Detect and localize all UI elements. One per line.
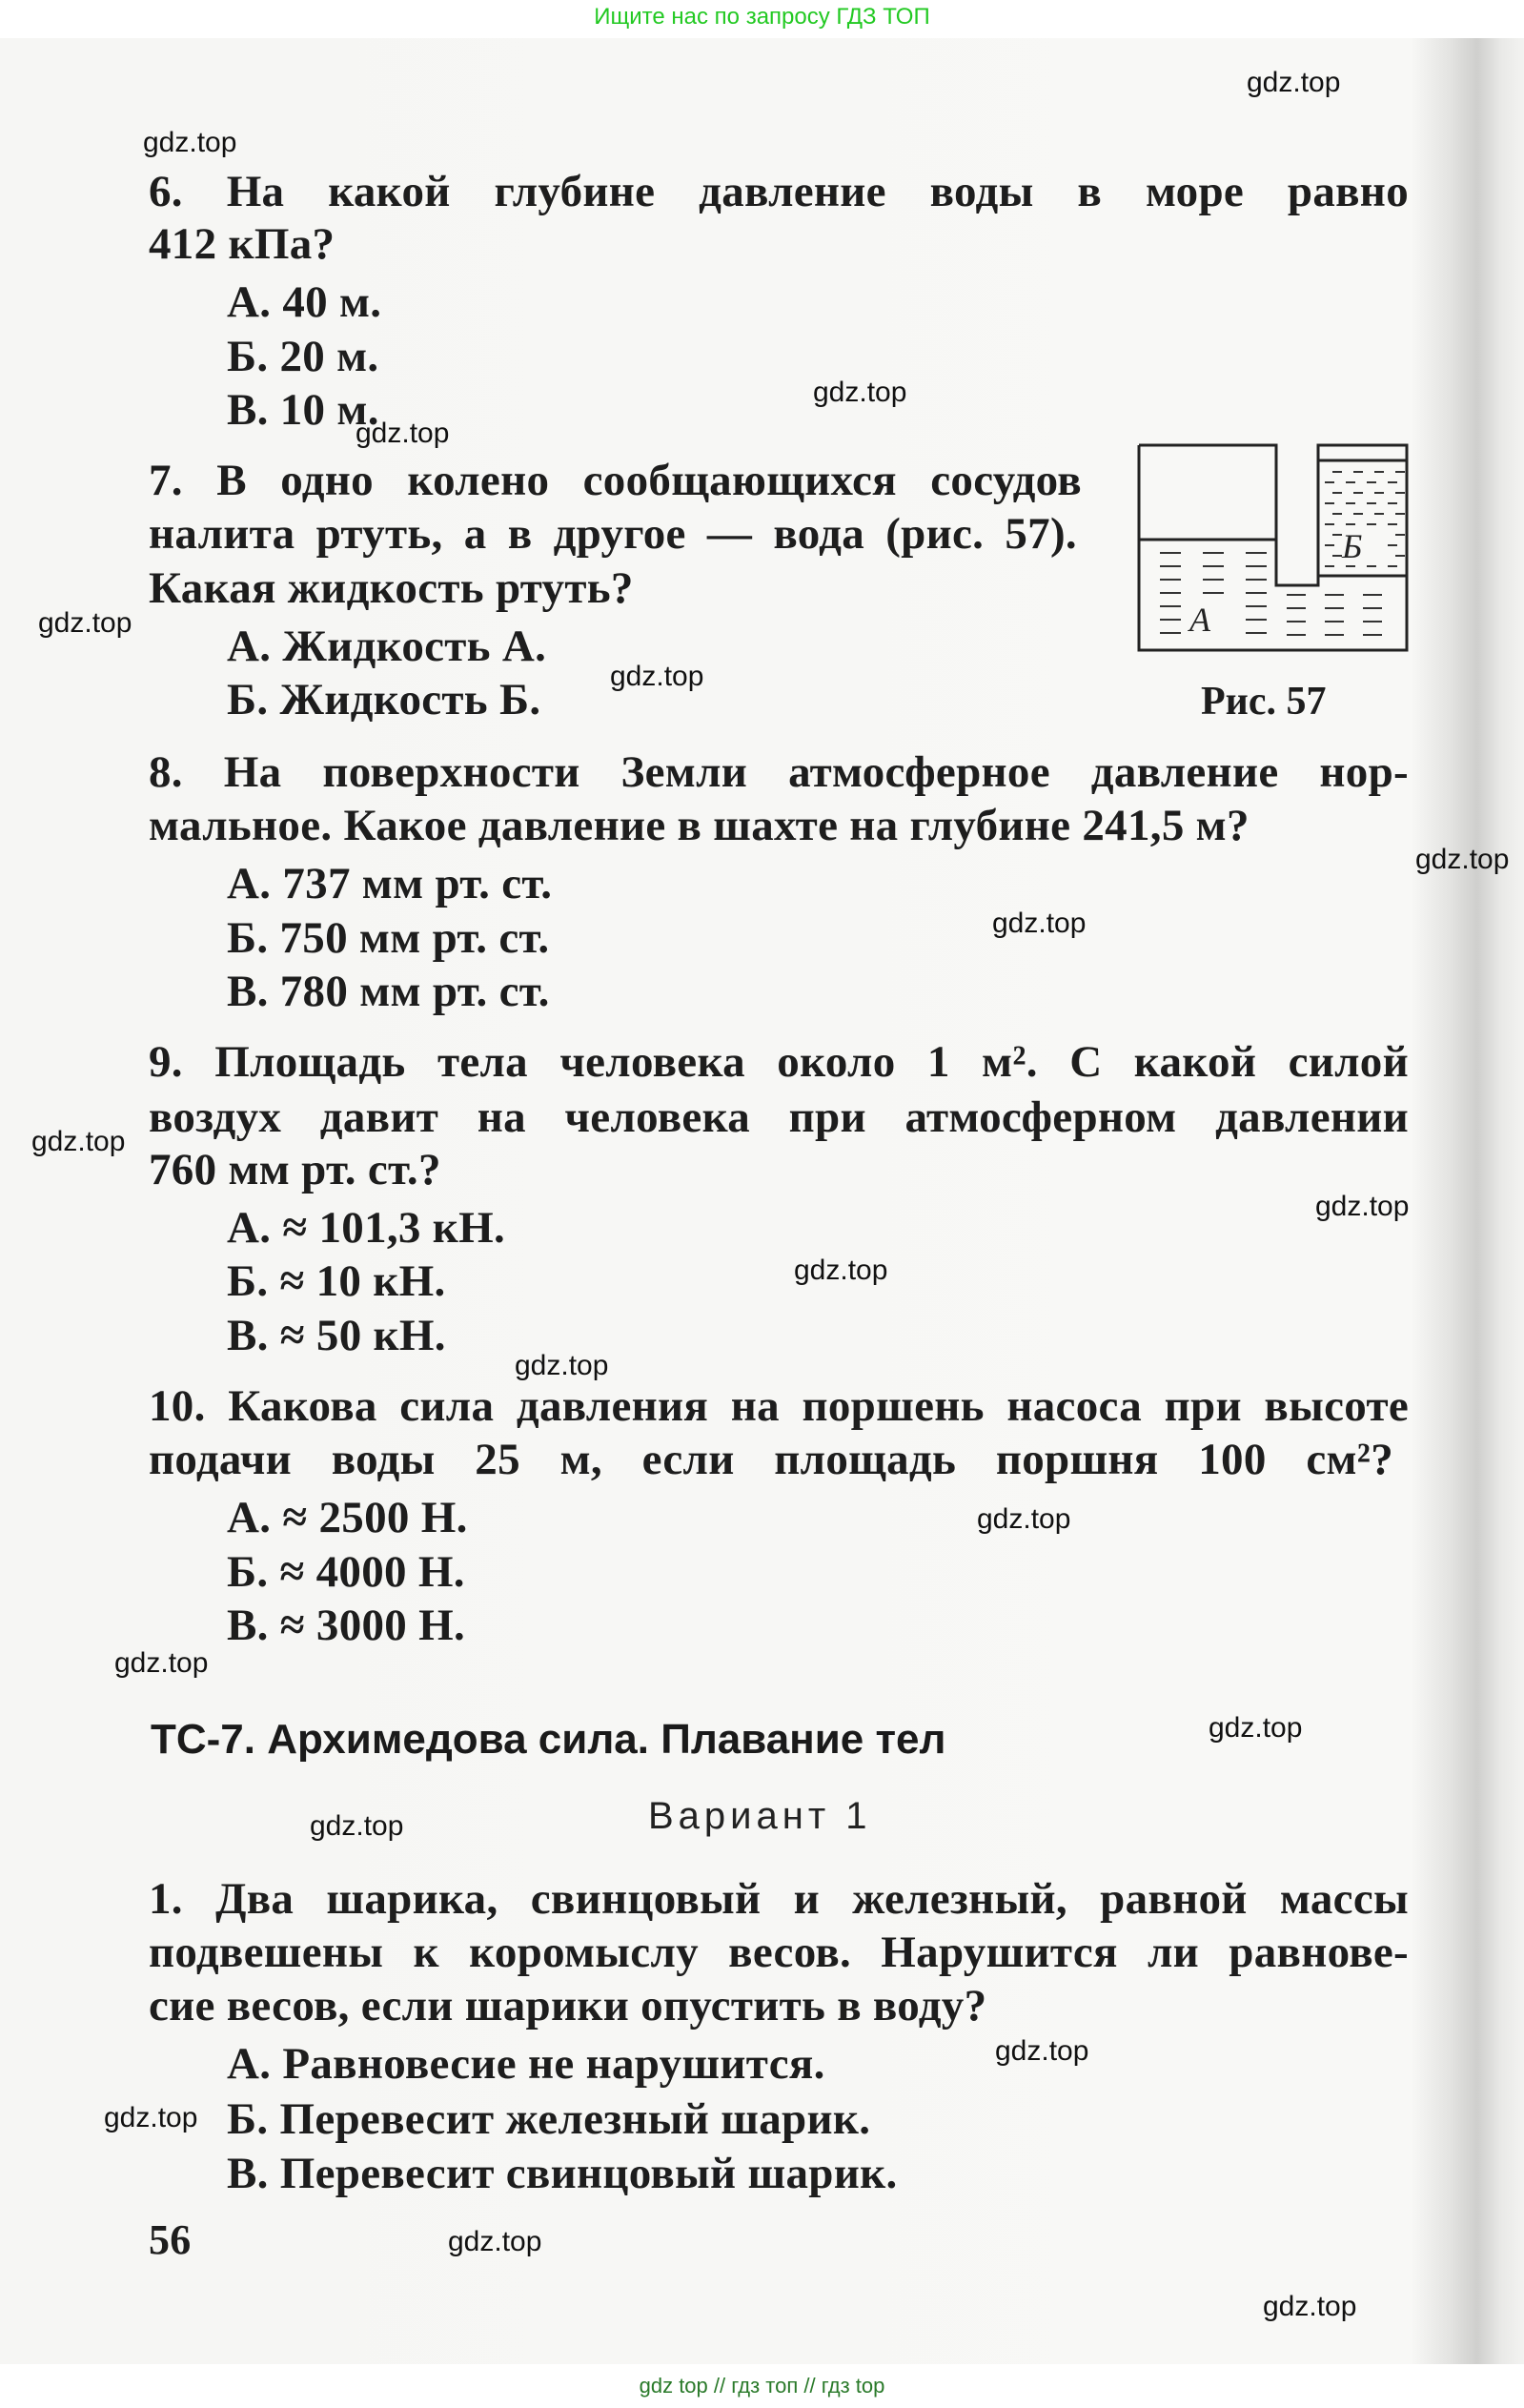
question-text-line: сие весов, если шарики опустить в воду? — [149, 1981, 987, 2031]
answer-option: Б. Жидкость Б. — [227, 675, 541, 725]
question-text-line: 7. В одно колено сообщающихся сосудов — [149, 455, 1082, 505]
watermark-link[interactable]: gdz.top — [31, 1126, 126, 1157]
watermark-link[interactable]: gdz.top — [1263, 2291, 1357, 2322]
watermark-link[interactable]: gdz.top — [114, 1647, 209, 1679]
answer-option: Б. 20 м. — [227, 331, 379, 381]
answer-option: А. ≈ 2500 Н. — [227, 1493, 468, 1543]
watermark-link[interactable]: gdz.top — [813, 377, 907, 408]
watermark-link[interactable]: gdz.top — [1209, 1712, 1303, 1744]
answer-option: Б. 750 мм рт. ст. — [227, 912, 550, 963]
question-text-line: 9. Площадь тела человека около 1 м². С какой силой — [149, 1037, 1409, 1088]
answer-option: А. 40 м. — [227, 277, 382, 328]
figure-57-communicating-vessels — [1134, 440, 1415, 660]
answer-option: В. ≈ 3000 Н. — [227, 1600, 466, 1650]
watermark-link[interactable]: gdz.top — [1415, 844, 1510, 875]
answer-option: А. Равновесие не нарушится. — [227, 2039, 825, 2090]
answer-option: В. 780 мм рт. ст. — [227, 967, 550, 1017]
question-text-line: 412 кПа? — [149, 218, 335, 269]
watermark-link[interactable]: gdz.top — [977, 1503, 1071, 1535]
page-number: 56 — [149, 2216, 192, 2263]
variant-heading: Вариант 1 — [648, 1795, 872, 1837]
watermark-link[interactable]: gdz.top — [356, 418, 450, 449]
question-text-line: мальное. Какое давление в шахте на глубине 241,5 м? — [149, 801, 1250, 851]
watermark-link[interactable]: gdz.top — [104, 2102, 198, 2133]
question-text-line: 8. На поверхности Земли атмосферное давление нор- — [149, 746, 1409, 797]
watermark-link[interactable]: gdz.top — [310, 1810, 404, 1842]
figure-label-a: А — [1189, 601, 1210, 639]
search-banner[interactable]: Ищите нас по запросу ГДЗ ТОП — [594, 4, 930, 30]
answer-option: А. 737 мм рт. ст. — [227, 859, 553, 909]
question-text-line: 1. Два шарика, свинцовый и железный, равной массы — [149, 1873, 1409, 1924]
answer-option: Б. ≈ 10 кН. — [227, 1256, 446, 1307]
figure-label-b: Б — [1342, 527, 1363, 565]
watermark-link[interactable]: gdz.top — [515, 1350, 609, 1381]
question-text-line: подачи воды 25 м, если площадь поршня 100 см²? — [149, 1435, 1393, 1485]
question-text-line: воздух давит на человека при атмосферном давлении — [149, 1092, 1409, 1143]
section-title: ТС-7. Архимедова сила. Плавание тел — [151, 1716, 946, 1763]
footer-links[interactable]: gdz top // гдз топ // гдз top — [639, 2374, 885, 2398]
answer-option: Б. Перевесит железный шарик. — [227, 2094, 871, 2145]
answer-option: Б. ≈ 4000 Н. — [227, 1546, 465, 1597]
question-text-line: 760 мм рт. ст.? — [149, 1144, 441, 1194]
watermark-link[interactable]: gdz.top — [992, 908, 1087, 939]
question-text-line: 10. Какова сила давления на поршень насоса при высоте — [149, 1380, 1409, 1431]
figure-caption: Рис. 57 — [1201, 680, 1327, 724]
watermark-link[interactable]: gdz.top — [995, 2035, 1089, 2067]
question-text-line: налита ртуть, а в другое — вода (рис. 57). — [149, 509, 1077, 560]
question-text-line: 6. На какой глубине давление воды в море равно — [149, 167, 1409, 217]
watermark-link[interactable]: gdz.top — [1315, 1191, 1410, 1222]
answer-option: А. Жидкость А. — [227, 621, 547, 671]
watermark-link[interactable]: gdz.top — [794, 1255, 888, 1286]
answer-option: В. ≈ 50 кН. — [227, 1310, 446, 1360]
watermark-link[interactable]: gdz.top — [143, 127, 237, 158]
answer-option: В. 10 м. — [227, 384, 379, 435]
question-text-line: Какая жидкость ртуть? — [149, 562, 634, 613]
watermark-link[interactable]: gdz.top — [610, 661, 704, 692]
question-text-line: подвешены к коромыслу весов. Нарушится ли равнове- — [149, 1927, 1409, 1977]
answer-option: В. Перевесит свинцовый шарик. — [227, 2148, 898, 2198]
answer-option: А. ≈ 101,3 кН. — [227, 1203, 506, 1253]
watermark-link[interactable]: gdz.top — [1247, 67, 1341, 98]
watermark-link[interactable]: gdz.top — [38, 607, 132, 639]
watermark-link[interactable]: gdz.top — [448, 2226, 542, 2257]
